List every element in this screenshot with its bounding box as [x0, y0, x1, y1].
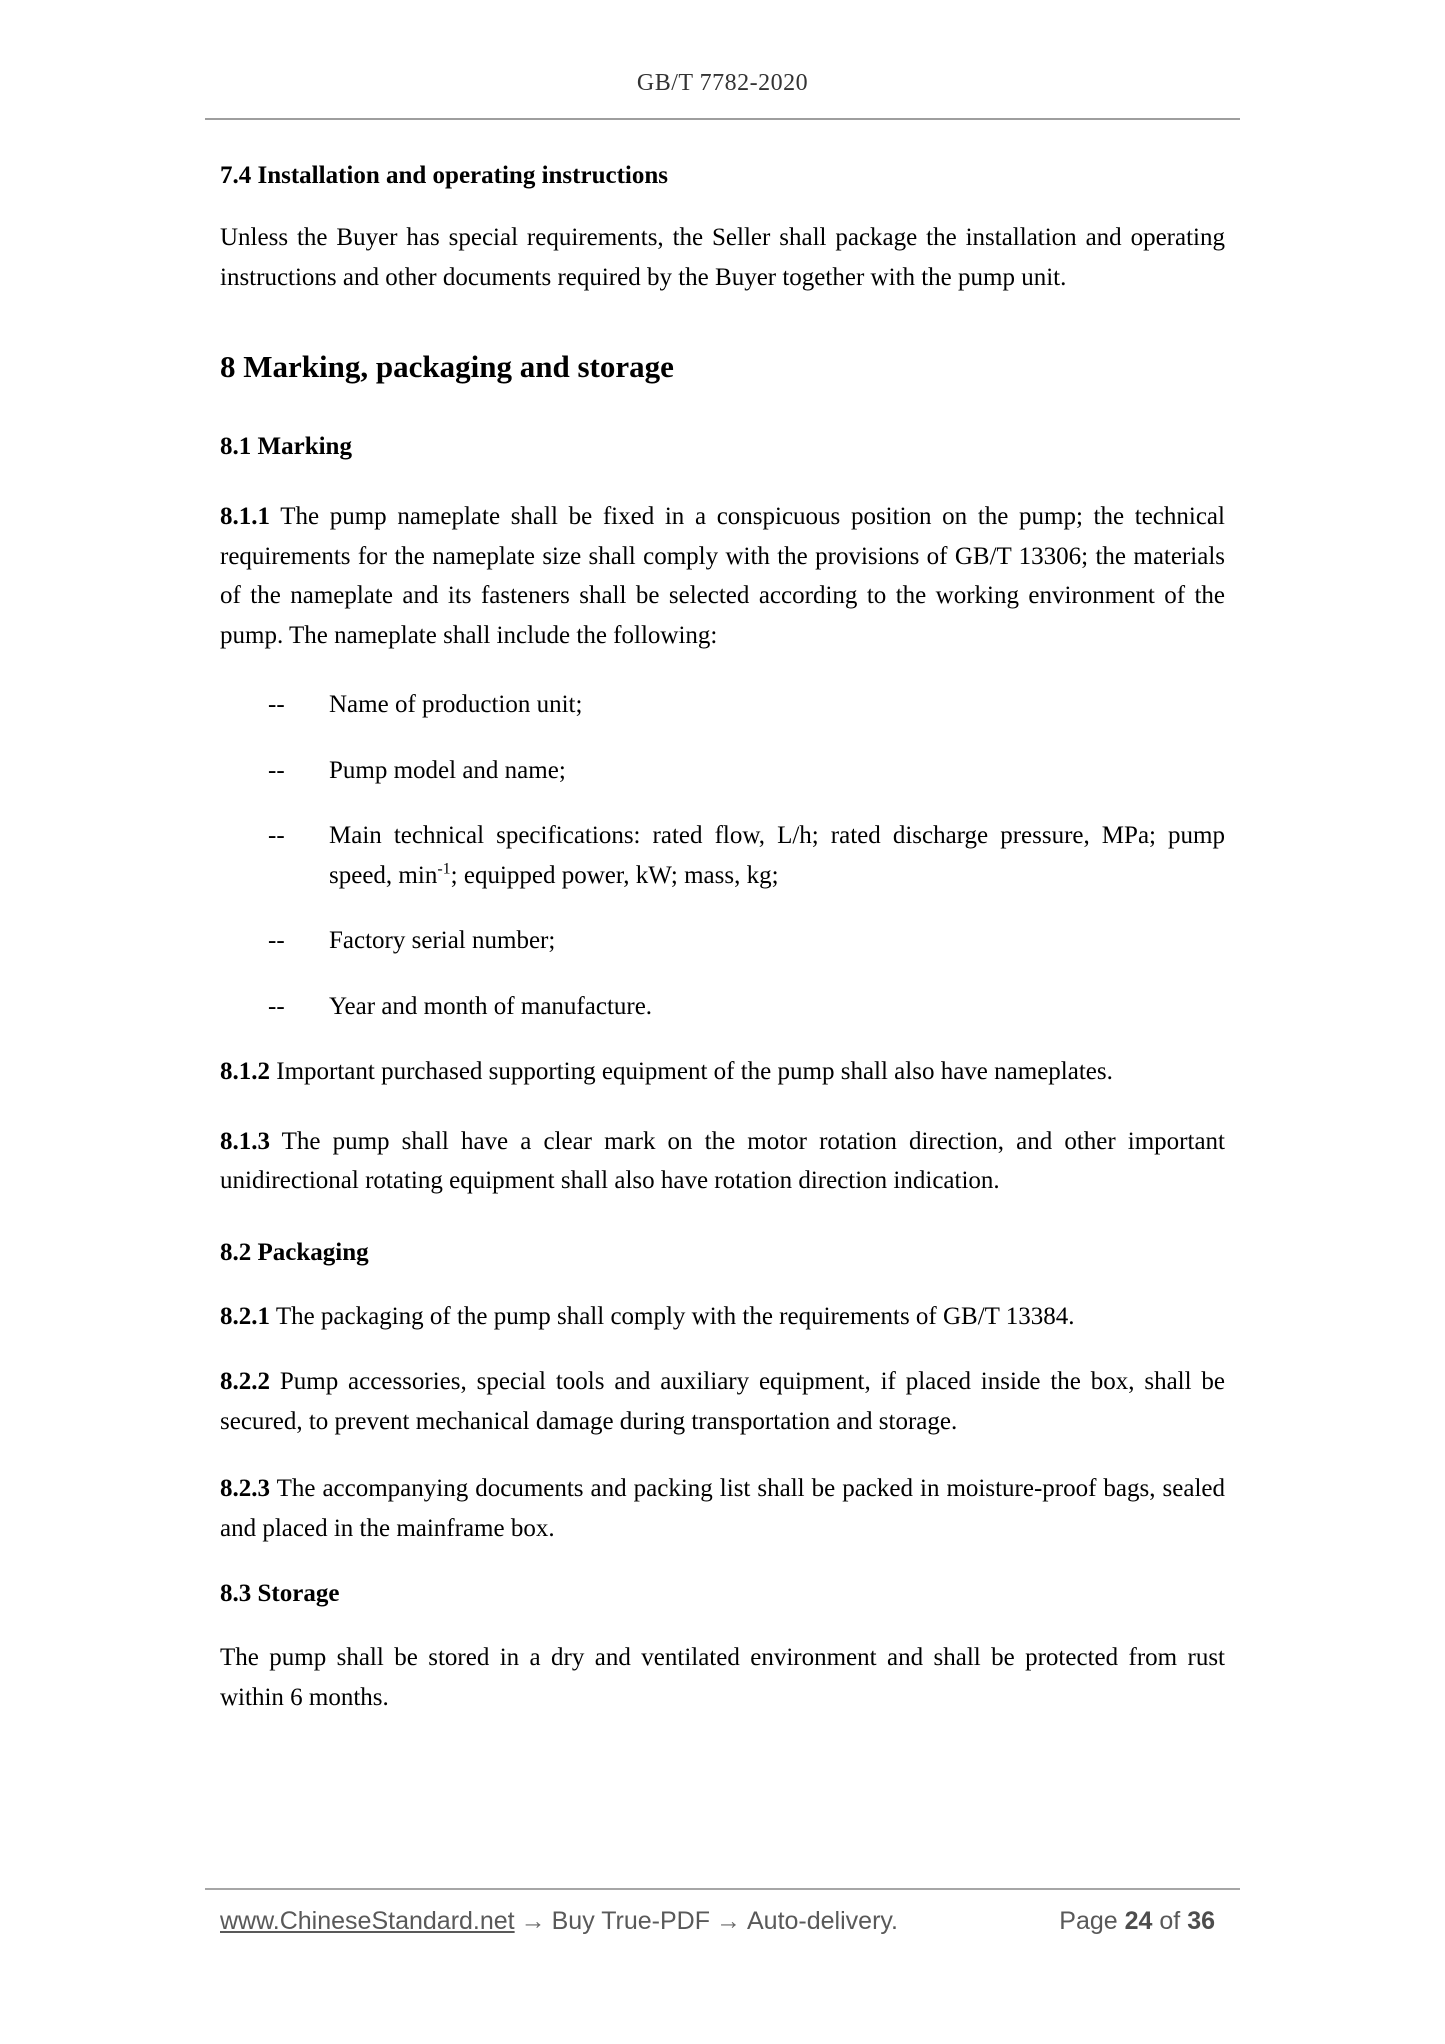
header-rule: [205, 118, 1240, 120]
paragraph-8-2-1: [220, 1297, 1225, 1337]
clause-text: Important purchased supporting equipment of the pump shall also have nameplates.: [276, 1058, 1113, 1085]
clause-number: 8.2.3: [220, 1475, 270, 1502]
paragraph-8-2-3: [220, 1469, 1225, 1548]
current-page-number: 24: [1124, 1907, 1153, 1935]
heading-7-4: 7.4 Installation and operating instructions: [220, 162, 668, 189]
buy-true-pdf-text: Buy True-PDF: [551, 1907, 710, 1935]
clause-number: 8.2.1: [220, 1302, 270, 1330]
dash-marker: --: [268, 756, 285, 784]
of-label: of: [1159, 1907, 1181, 1935]
clause-text: The pump shall have a clear mark on the motor rotation direction, and other important unidirectional rotating equipment shall also have rotation direction indication.: [220, 1127, 1225, 1194]
list-item-text: Factory serial number;: [329, 927, 556, 954]
list-item: [220, 751, 1225, 791]
list-item-text: Pump model and name;: [329, 756, 566, 784]
clause-number: 8.1.3: [220, 1127, 270, 1155]
nameplate-list: [220, 685, 1225, 1026]
arrow-right-icon: →: [520, 1907, 546, 1935]
clause-text: The accompanying documents and packing list shall be packed in moisture-proof bags, sealed and placed in the mainframe box.: [220, 1475, 1225, 1542]
clause-number: 8.1.2: [220, 1058, 270, 1085]
clause-number: 8.1.1: [220, 503, 270, 530]
heading-8: 8 Marking, packaging and storage: [220, 349, 674, 384]
paragraph-8-1-3: [220, 1122, 1225, 1201]
page-indicator: [1059, 1906, 1225, 1936]
paragraph-8-1-2: [220, 1052, 1225, 1092]
paragraph-8-3: The pump shall be stored in a dry and ventilated environment and shall be protected from rust within 6 months.: [220, 1644, 1225, 1711]
dash-marker: --: [268, 927, 285, 954]
list-item-text: Year and month of manufacture.: [329, 992, 653, 1020]
list-item: [220, 685, 1225, 725]
auto-delivery-text: Auto-delivery.: [747, 1907, 898, 1935]
footer-row: [220, 1906, 1225, 1936]
paragraph-8-2-2: [220, 1362, 1225, 1441]
heading-8-3: 8.3 Storage: [220, 1580, 340, 1607]
site-link[interactable]: www.ChineseStandard.net: [220, 1907, 515, 1935]
clause-text: The pump nameplate shall be fixed in a conspicuous position on the pump; the technical requirements for the nameplate size shall comply with the provisions of GB/T 13306; the materials of the nameplate and its fasteners shall be selected according to the working environment of the pump. The nameplate shall include the following:: [220, 503, 1225, 649]
clause-number: 8.2.2: [220, 1368, 270, 1395]
footer-rule: [205, 1888, 1240, 1890]
heading-8-1: 8.1 Marking: [220, 433, 352, 460]
page-content: [220, 0, 1225, 1717]
list-item-text: Name of production unit;: [329, 691, 583, 718]
list-item: [220, 921, 1225, 961]
list-item-text: ; equipped power, kW; mass, kg;: [450, 861, 779, 889]
page-footer: [220, 1888, 1225, 1936]
dash-marker: --: [268, 992, 285, 1020]
footer-left: [220, 1906, 898, 1936]
list-item: [220, 816, 1225, 895]
dash-marker: --: [268, 691, 285, 718]
arrow-right-icon: →: [716, 1907, 741, 1935]
heading-8-2: 8.2 Packaging: [220, 1238, 369, 1266]
clause-text: Pump accessories, special tools and auxiliary equipment, if placed inside the box, shall be secured, to prevent mechanical damage during transportation and storage.: [220, 1368, 1225, 1435]
standard-code-header: GB/T 7782-2020: [636, 70, 809, 96]
paragraph-7-4: Unless the Buyer has special requirements, the Seller shall package the installation and operating instructions and other documents required by the Buyer together with the pump unit.: [220, 224, 1225, 291]
superscript: -1: [437, 860, 451, 878]
paragraph-8-1-1: [220, 497, 1225, 655]
clause-text: The packaging of the pump shall comply with the requirements of GB/T 13384.: [275, 1302, 1075, 1330]
list-item: [220, 987, 1225, 1027]
total-pages-number: 36: [1187, 1907, 1215, 1935]
list-item-text: Main technical specifications: rated flow, L/h; rated discharge pressure, MPa; pump speed, min: [329, 822, 1225, 889]
dash-marker: --: [268, 822, 285, 849]
page-label: Page: [1059, 1907, 1118, 1935]
